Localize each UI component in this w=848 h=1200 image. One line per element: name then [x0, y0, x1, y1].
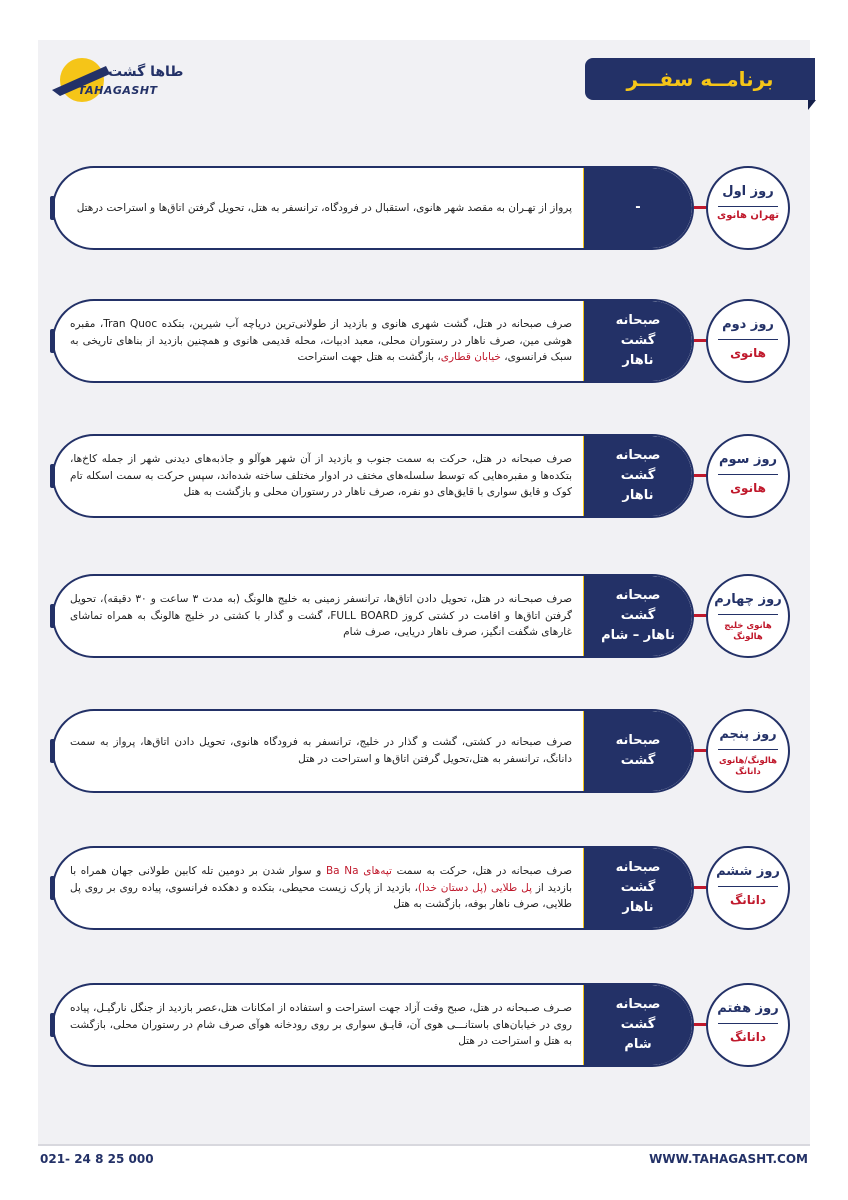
day-label: روز پنجم [719, 727, 777, 742]
day-badge-divider [718, 339, 778, 340]
day-description [70, 436, 572, 516]
day-details-card [52, 299, 694, 383]
footer-website[interactable]: WWW.TAHAGASHT.COM [649, 1152, 808, 1166]
day-details-card [52, 983, 694, 1067]
day-row [0, 843, 848, 933]
day-label: روز هفتم [717, 1001, 779, 1016]
day-badge [706, 574, 790, 658]
meal-item: صبحانه [615, 587, 661, 603]
meals-panel [584, 711, 692, 791]
day-badge [706, 709, 790, 793]
highlight-text: تپه‌های Ba Na [325, 864, 392, 877]
meal-item: ناهار – شام [601, 628, 675, 644]
card-tab-marker [50, 739, 55, 763]
day-city: هالونگ/هانوی دانانگ [718, 756, 777, 777]
brand-name-latin: TAHAGASHT [78, 84, 158, 97]
day-details-card [52, 434, 694, 518]
brand-name-fa: طاها گشت [108, 64, 184, 80]
day-row [0, 431, 848, 521]
meals-panel [584, 301, 692, 381]
day-city: هانوی خلیج هالونگ [724, 621, 772, 642]
description-text: صـرف صـبحانه در هتل، صبح وقت آزاد جهت استراحت و استفاده از امکانات هتل،عصر بازدید از جنگل نارگیـل، پیاده روی در خیابان‌های باستانـــی هوی آن، قایـق سواری بر روی رودخانه هوآی صرف شام در رستوران محلی، بازگشت به هتل و استراحت در هتل [70, 1001, 572, 1048]
meal-item: صبحانه [615, 447, 661, 463]
day-description [70, 848, 572, 928]
meal-item: صبحانه [615, 732, 661, 748]
description-text: ، بازدید از پارک زیست محیطی، بتکده و دهکده فرانسوی، پیاده روی بر روی پل طلایی، صرف ناهار بوفه، بازگشت به هتل [70, 881, 572, 911]
meal-item: - [635, 199, 641, 215]
meal-item: صبحانه [615, 312, 661, 328]
day-row [0, 571, 848, 661]
day-badge-divider [718, 474, 778, 475]
card-tab-marker [50, 464, 55, 488]
day-badge-divider [718, 749, 778, 750]
day-label: روز سوم [718, 452, 778, 467]
description-text: صرف صبحانه در کشتی، گشت و گذار در خلیج، ترانسفر به فرودگاه هانوی، تحویل دادن اتاق‌ها، پرواز به سمت دانانگ، ترانسفر به هتل،تحویل گرفتن اتاق‌ها و استراحت در هتل [70, 736, 572, 765]
meal-item: ناهار [622, 488, 654, 504]
meal-item: شام [624, 1037, 652, 1053]
card-tab-marker [50, 876, 55, 900]
day-description [70, 301, 572, 381]
description-text: پرواز از تهـران به مقصد شهر هانوی، استقبال در فرودگاه، ترانسفر به هتل، تحویل گرفتن اتاق‌ها و استراحت درهتل [76, 201, 572, 214]
card-tab-marker [50, 604, 55, 628]
meal-item: گشت [620, 879, 656, 895]
day-label: روز دوم [722, 317, 774, 332]
description-text: صرف صبحانه در هتل، حرکت به سمت جنوب و بازدید از آن شهر هوآلو و جاذبه‌های دیدنی شهر از جمله کاخ‌ها، بتکده‌ها و مقبره‌هایی که توسط سلسله‌های مختف در ادوار مختلف ساخته شده‌اند، سپس حرکت به سمت اسکله تام کوک و قایق سواری با قایق‌های دو نفره، صرف ناهار در رستوران محلی و بازگشت به هتل [70, 452, 572, 499]
day-description [70, 711, 572, 791]
day-label: روز چهارم [714, 592, 782, 607]
day-description [70, 168, 572, 248]
highlight-text: پل طلایی (پل دستان خدا) [417, 881, 533, 894]
meal-item: ناهار [622, 900, 654, 916]
day-badge [706, 434, 790, 518]
title-fold [808, 100, 816, 110]
day-city: دانانگ [729, 893, 767, 907]
meals-panel [584, 576, 692, 656]
day-details-card [52, 709, 694, 793]
day-badge-divider [718, 886, 778, 887]
day-description [70, 576, 572, 656]
meal-item: گشت [620, 1016, 656, 1032]
day-badge [706, 166, 790, 250]
meal-item: گشت [620, 467, 656, 483]
day-city: تهران هانوی [717, 210, 779, 221]
day-row [0, 980, 848, 1070]
day-badge-divider [718, 614, 778, 615]
day-badge [706, 299, 790, 383]
day-badge [706, 846, 790, 930]
footer-phone: 021- 24 8 25 000 [40, 1152, 154, 1166]
meal-item: گشت [620, 753, 656, 768]
meals-panel [584, 985, 692, 1065]
day-city: دانانگ [729, 1030, 767, 1044]
day-badge-divider [718, 206, 778, 207]
meals-panel [584, 436, 692, 516]
day-badge-divider [718, 1023, 778, 1024]
description-text: صرف صبحـانه در هتل، تحویل دادن اتاق‌ها، ترانسفر زمینی به خلیج هالونگ (به مدت ۳ ساعت و ۳۰ دقیقه)، تحویل گرفتن اتاق‌ها و اقامت در کشتی کروز FULL BOARD، گشت و گذار با کشتی در خلیج هالونگ به همراه تماشای غارهای شگفت انگیز، صرف ناهار دریایی، صرف شام [70, 592, 573, 639]
day-label: روز ششم [716, 864, 780, 879]
description-text: صرف صبحانه در هتل، حرکت به سمت [391, 864, 572, 877]
day-details-card [52, 574, 694, 658]
day-details-card [52, 846, 694, 930]
day-row [0, 163, 848, 253]
meal-item: ناهار [622, 353, 654, 369]
day-row [0, 706, 848, 796]
meals-panel [584, 848, 692, 928]
day-details-card [52, 166, 694, 250]
description-text: ، بازگشت به هتل جهت استراحت [297, 351, 441, 364]
footer-divider [38, 1144, 810, 1146]
meal-item: گشت [620, 607, 656, 623]
day-label: روز اول [722, 184, 774, 199]
meal-item: گشت [620, 332, 656, 348]
card-tab-marker [50, 196, 55, 220]
meal-item: صبحانه [615, 859, 661, 875]
highlight-text: خیابان قطاری [440, 351, 501, 364]
page-title: برنامــه سفـــر [585, 58, 815, 100]
day-row [0, 296, 848, 386]
card-tab-marker [50, 329, 55, 353]
day-badge [706, 983, 790, 1067]
day-city: هانوی [730, 481, 766, 495]
description-text: صرف صبحانه در هتل، گشت شهری هانوی و بازدید از طولانی‌ترین دریاچه آب شیرین، بتکده Tran Quoc، مقبره هوشی مین، صرف ناهار در رستوران محلی، معبد ادبیات، محله قدیمی هانوی و همچنین بازدید از بناهای تاریخی به سبک فرانسوی، [70, 317, 572, 364]
meal-item: صبحانه [615, 996, 661, 1012]
card-tab-marker [50, 1013, 55, 1037]
day-description [70, 985, 572, 1065]
description-text: و سوار شدن بر دومین تله کابین طولانی جهان همراه با بازدید از [70, 864, 572, 894]
day-city: هانوی [730, 346, 766, 360]
brand-logo-icon [48, 52, 198, 108]
meals-panel [584, 168, 692, 248]
